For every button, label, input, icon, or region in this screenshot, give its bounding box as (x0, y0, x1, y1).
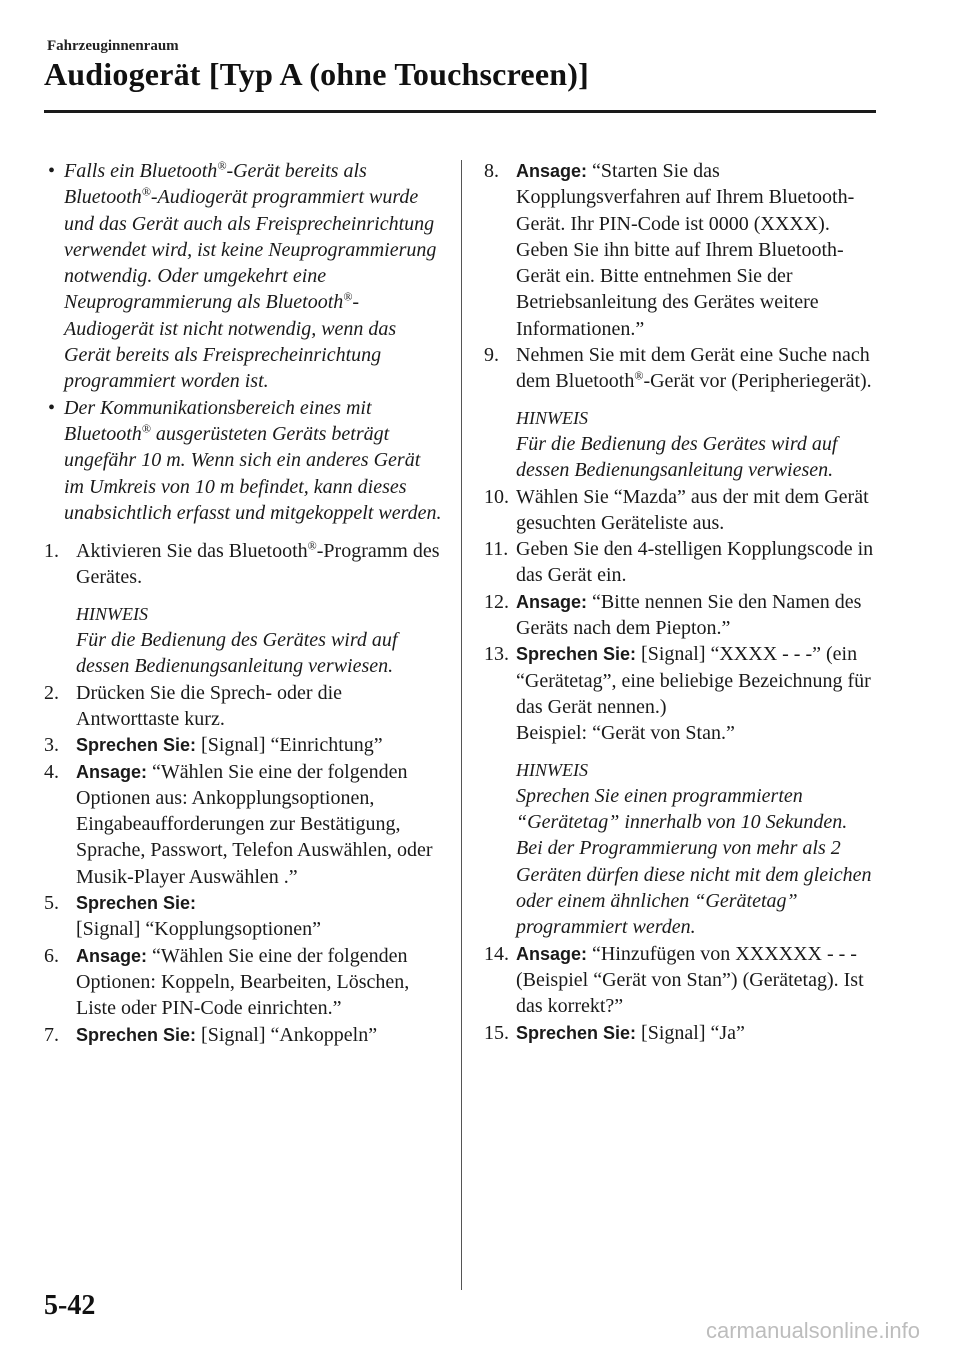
section-label: Fahrzeuginnenraum (47, 38, 179, 54)
step-13-example: Beispiel: “Gerät von Stan.” (516, 722, 735, 745)
note-title: HINWEIS (516, 759, 588, 780)
step-2: 2. Drücken Sie die Sprech- oder die Antworttaste kurz. (44, 681, 343, 730)
note-text: Für die Bedienung des Gerätes wird auf dessen Bedienungsanleitung verwiesen. (76, 629, 398, 678)
step-14: 14. Ansage: “Hinzufügen von XXXXXX - - - (Beispiel “Gerät von Stan”) (Gerätetag). Ist das korrekt?” (484, 942, 864, 1018)
column-divider (461, 160, 462, 1290)
step-15: 15. Sprechen Sie: [Signal] “Ja” (484, 1021, 745, 1044)
step-4: 4. Ansage: “Wählen Sie eine der folgenden Optionen aus: Ankopplungsoptionen, Eingabeaufforderungen zur Bestätigung, Sprache, Passwort, Telefon Auswählen, oder Musik-Player Auswählen .” (44, 760, 433, 888)
note-2 (484, 405, 884, 484)
bullet-note-bluetooth-programming: • Falls ein Bluetooth®-Gerät bereits als Bluetooth®-Audiogerät programmiert wurde und das Gerät auch als Freisprecheinrichtung verwendet wird, ist keine Neuprogrammierung notwendig. Oder umgekehrt eine Neuprogrammierung als Bluetooth®-Audiogerät ist nicht notwendig, wenn das Gerät bereits als Freisprecheinrichtung programmiert worden ist. (48, 158, 437, 393)
note-text: Für die Bedienung des Gerätes wird auf dessen Bedienungsanleitung verwiesen. (516, 432, 838, 482)
page-number: 5-42 (44, 1290, 96, 1321)
step-11: 11. Geben Sie den 4-stelligen Kopplungscode in das Gerät ein. (484, 538, 874, 587)
watermark: carmanualsonline.info (705, 1318, 920, 1343)
step-7: 7. Sprechen Sie: [Signal] “Ankoppeln” (44, 1023, 378, 1046)
step-5: 5. Sprechen Sie: [Signal] “Kopplungsoptionen” (44, 892, 321, 941)
step-9: 9. Nehmen Sie mit dem Gerät eine Suche nach dem Bluetooth®-Gerät vor (Peripheriegerät). (484, 344, 872, 393)
note-3 (484, 757, 884, 941)
step-6: 6. Ansage: “Wählen Sie eine der folgenden Optionen: Koppeln, Bearbeiten, Löschen, Liste oder PIN-Code einrichten.” (44, 944, 410, 1020)
page-title: Audiogerät [Typ A (ohne Touchscreen)] (44, 56, 589, 92)
step-3: 3. Sprechen Sie: [Signal] “Einrichtung” (44, 734, 383, 757)
step-1: 1. Aktivieren Sie das Bluetooth®-Programm des Gerätes. (44, 538, 440, 589)
bullet-icon: • (48, 396, 56, 419)
bullet-note-communication-range: • Der Kommunikationsbereich eines mit Bluetooth® ausgerüsteten Geräts beträgt ungefähr 10 m. Wenn sich ein anderes Gerät im Umkreis von 10 m befindet, kann dieses unabsichtlich erfasst und mitgekoppelt werden. (48, 396, 442, 524)
step-10: 10. Wählen Sie “Mazda” aus der mit dem Gerät gesuchten Geräteliste aus. (484, 485, 869, 534)
step-12: 12. Ansage: “Bitte nennen Sie den Namen des Geräts nach dem Piepton.” (484, 590, 862, 640)
right-column (484, 158, 884, 1046)
note-title: HINWEIS (76, 603, 148, 624)
bullet-icon: • (48, 160, 56, 182)
note-text-2: Bei der Programmierung von mehr als 2 Geräten dürfen diese nicht mit dem gleichen oder einem ähnlichen “Gerätetag” programmiert werden. (516, 837, 872, 939)
step-8: 8. Ansage: “Starten Sie das Kopplungsverfahren auf Ihrem Bluetooth- Gerät. Ihr PIN-Code ist 0000 (XXXX). Geben Sie ihn bitte auf Ihrem Bluetooth-Gerät ein. Bitte entnehmen Sie der Betriebsanleitung des Gerätes weitere Informationen.” (484, 160, 855, 340)
left-column (44, 158, 444, 1048)
note-text-1: Sprechen Sie einen programmierten “Gerätetag” innerhalb von 10 Sekunden. (516, 784, 848, 834)
header-rule (44, 110, 876, 113)
note-1 (44, 601, 444, 680)
note-title: HINWEIS (516, 407, 588, 428)
step-13: 13. Sprechen Sie: [Signal] “XXXX - - -” (ein “Gerätetag”, eine beliebige Bezeichnung für das Gerät nennen.) Beispiel: “Gerät von Stan.” (484, 643, 871, 745)
